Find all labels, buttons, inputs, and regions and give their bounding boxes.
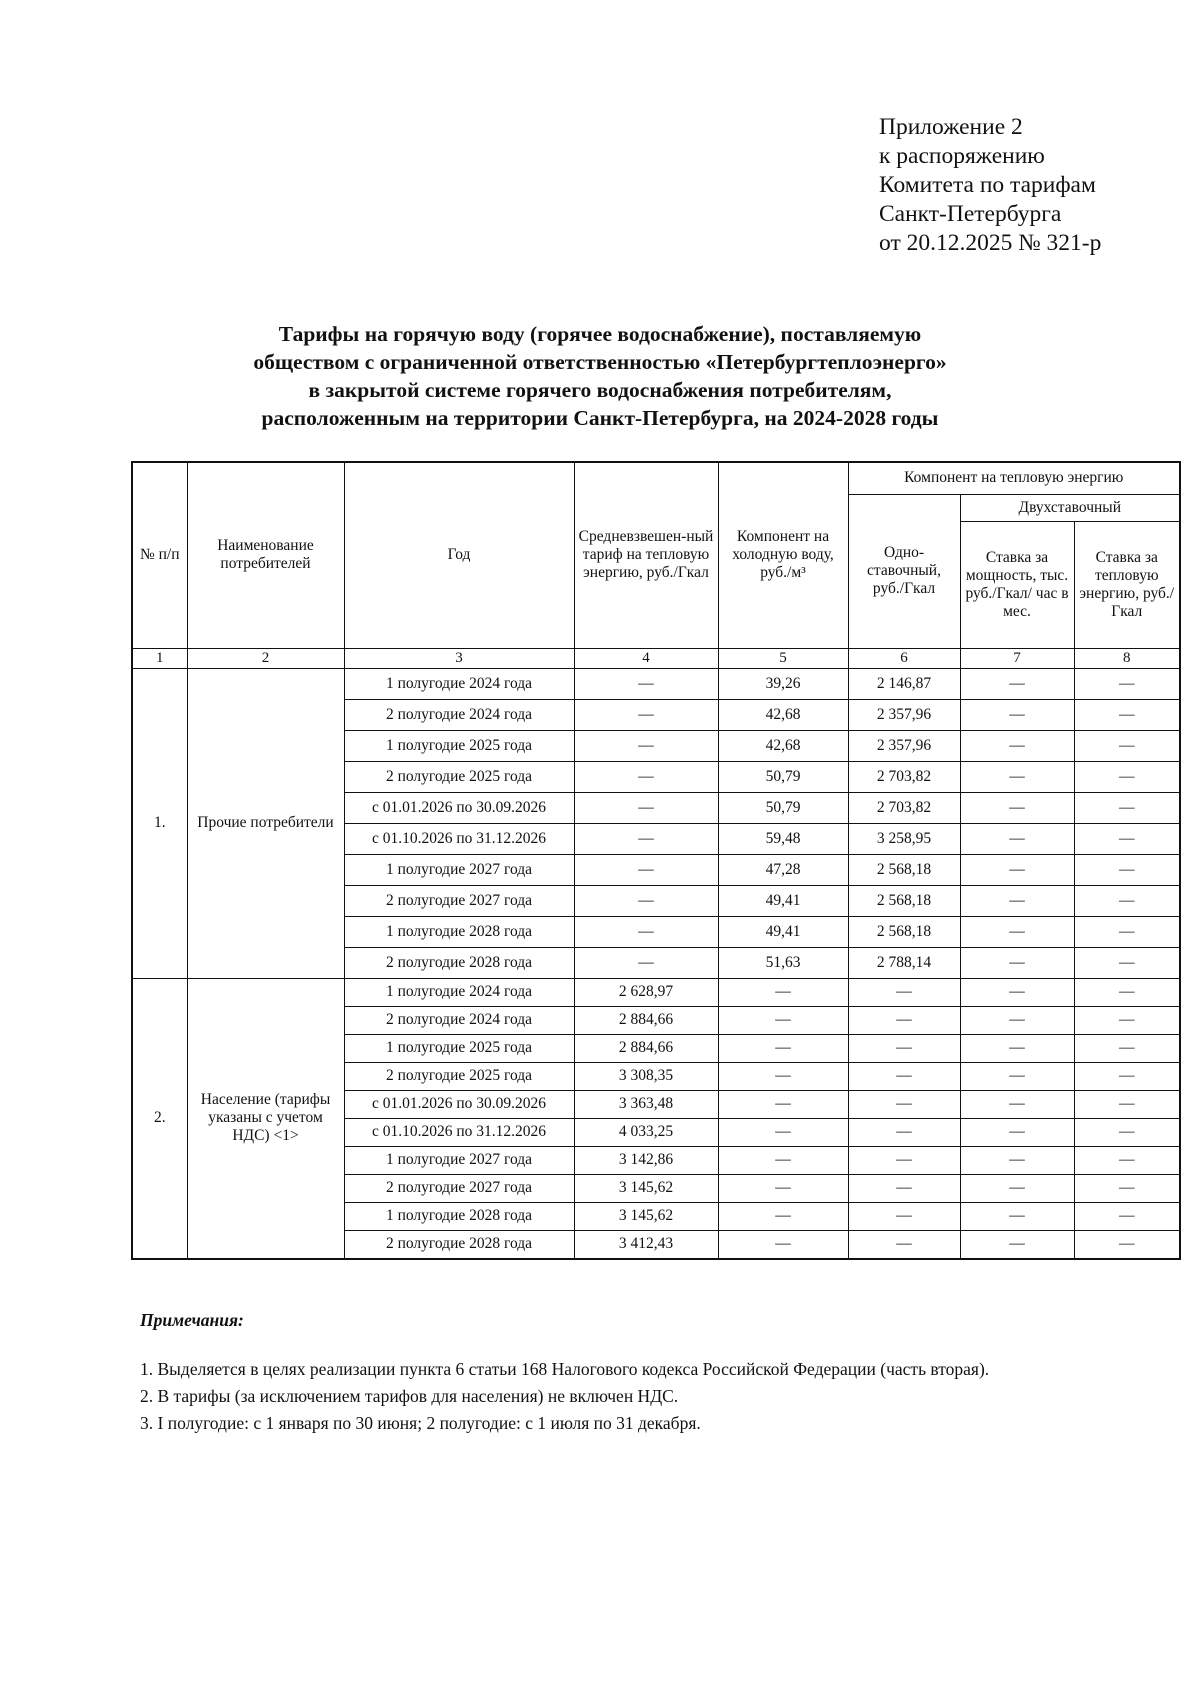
cold-water-cell: —	[718, 1202, 848, 1230]
capacity-rate-cell: —	[960, 699, 1074, 730]
period-cell: 2 полугодие 2028 года	[344, 1230, 574, 1259]
cold-water-cell: —	[718, 978, 848, 1006]
energy-rate-cell: —	[1074, 1174, 1180, 1202]
avg-tariff-cell: 2 884,66	[574, 1006, 718, 1034]
energy-rate-cell: —	[1074, 761, 1180, 792]
capacity-rate-cell: —	[960, 978, 1074, 1006]
period-cell: с 01.01.2026 по 30.09.2026	[344, 792, 574, 823]
cold-water-cell: 50,79	[718, 761, 848, 792]
cold-water-cell: —	[718, 1006, 848, 1034]
period-cell: с 01.10.2026 по 31.12.2026	[344, 823, 574, 854]
group-number: 1.	[132, 668, 187, 978]
energy-rate-cell: —	[1074, 1230, 1180, 1259]
avg-tariff-cell: 3 412,43	[574, 1230, 718, 1259]
energy-rate-cell: —	[1074, 1202, 1180, 1230]
energy-rate-cell: —	[1074, 1090, 1180, 1118]
energy-rate-cell: —	[1074, 854, 1180, 885]
cold-water-cell: 49,41	[718, 885, 848, 916]
column-number: 3	[344, 648, 574, 668]
period-cell: 2 полугодие 2025 года	[344, 1062, 574, 1090]
capacity-rate-cell: —	[960, 1230, 1074, 1259]
cold-water-cell: —	[718, 1118, 848, 1146]
header-avg-tariff: Средневзвешен-ный тариф на тепловую энергию, руб./Гкал	[574, 462, 718, 648]
energy-rate-cell: —	[1074, 885, 1180, 916]
capacity-rate-cell: —	[960, 1090, 1074, 1118]
avg-tariff-cell: 2 884,66	[574, 1034, 718, 1062]
energy-rate-cell: —	[1074, 978, 1180, 1006]
period-cell: 2 полугодие 2025 года	[344, 761, 574, 792]
title-line: в закрытой системе горячего водоснабжения потребителям,	[308, 378, 892, 402]
capacity-rate-cell: —	[960, 1118, 1074, 1146]
period-cell: 2 полугодие 2028 года	[344, 947, 574, 978]
single-rate-cell: 2 568,18	[848, 854, 960, 885]
cold-water-cell: 59,48	[718, 823, 848, 854]
energy-rate-cell: —	[1074, 1146, 1180, 1174]
title-line: обществом с ограниченной ответственностью «Петербургтеплоэнерго»	[253, 350, 947, 374]
group-number: 2.	[132, 978, 187, 1259]
period-cell: 2 полугодие 2027 года	[344, 885, 574, 916]
avg-tariff-cell: 3 308,35	[574, 1062, 718, 1090]
capacity-rate-cell: —	[960, 1174, 1074, 1202]
energy-rate-cell: —	[1074, 1062, 1180, 1090]
capacity-rate-cell: —	[960, 668, 1074, 699]
avg-tariff-cell: —	[574, 668, 718, 699]
capacity-rate-cell: —	[960, 761, 1074, 792]
avg-tariff-cell: —	[574, 823, 718, 854]
cold-water-cell: —	[718, 1090, 848, 1118]
energy-rate-cell: —	[1074, 1034, 1180, 1062]
appendix-line: Приложение 2	[879, 114, 1023, 140]
cold-water-cell: 51,63	[718, 947, 848, 978]
period-cell: 1 полугодие 2025 года	[344, 1034, 574, 1062]
single-rate-cell: —	[848, 1090, 960, 1118]
single-rate-cell: 2 357,96	[848, 730, 960, 761]
title-line: Тарифы на горячую воду (горячее водоснабжение), поставляемую	[278, 322, 922, 346]
avg-tariff-cell: 3 145,62	[574, 1202, 718, 1230]
single-rate-cell: —	[848, 1202, 960, 1230]
avg-tariff-cell: —	[574, 854, 718, 885]
single-rate-cell: 2 146,87	[848, 668, 960, 699]
capacity-rate-cell: —	[960, 823, 1074, 854]
capacity-rate-cell: —	[960, 1202, 1074, 1230]
single-rate-cell: 2 788,14	[848, 947, 960, 978]
period-cell: 1 полугодие 2027 года	[344, 854, 574, 885]
period-cell: 1 полугодие 2027 года	[344, 1146, 574, 1174]
column-number: 5	[718, 648, 848, 668]
energy-rate-cell: —	[1074, 699, 1180, 730]
cold-water-cell: —	[718, 1062, 848, 1090]
avg-tariff-cell: 2 628,97	[574, 978, 718, 1006]
single-rate-cell: 3 258,95	[848, 823, 960, 854]
single-rate-cell: —	[848, 978, 960, 1006]
capacity-rate-cell: —	[960, 885, 1074, 916]
column-number: 7	[960, 648, 1074, 668]
tariff-table-body	[132, 462, 1180, 1259]
table-row	[132, 978, 1180, 1006]
avg-tariff-cell: —	[574, 730, 718, 761]
header-two-rate: Двухставочный	[960, 494, 1180, 521]
title-line: расположенным на территории Санкт-Петербурга, на 2024-2028 годы	[261, 406, 939, 430]
column-number: 6	[848, 648, 960, 668]
cold-water-cell: 50,79	[718, 792, 848, 823]
capacity-rate-cell: —	[960, 730, 1074, 761]
header-capacity-rate: Ставка за мощность, тыс. руб./Гкал/ час в мес.	[960, 521, 1074, 648]
capacity-rate-cell: —	[960, 916, 1074, 947]
note-item: 3. I полугодие: с 1 января по 30 июня; 2 полугодие: с 1 июля по 31 декабря.	[140, 1413, 701, 1433]
single-rate-cell: —	[848, 1174, 960, 1202]
energy-rate-cell: —	[1074, 1118, 1180, 1146]
period-cell: 1 полугодие 2024 года	[344, 978, 574, 1006]
single-rate-cell: —	[848, 1118, 960, 1146]
energy-rate-cell: —	[1074, 947, 1180, 978]
appendix-line: от 20.12.2025 № 321-р	[879, 230, 1102, 256]
capacity-rate-cell: —	[960, 1006, 1074, 1034]
period-cell: с 01.10.2026 по 31.12.2026	[344, 1118, 574, 1146]
column-number: 4	[574, 648, 718, 668]
appendix-line: Санкт-Петербурга	[879, 201, 1062, 227]
consumer-name: Население (тарифы указаны с учетом НДС) <1>	[187, 978, 344, 1259]
single-rate-cell: —	[848, 1230, 960, 1259]
header-single-rate: Одно-ставочный, руб./Гкал	[848, 494, 960, 648]
cold-water-cell: 42,68	[718, 730, 848, 761]
period-cell: 1 полугодие 2028 года	[344, 916, 574, 947]
single-rate-cell: —	[848, 1062, 960, 1090]
cold-water-cell: 47,28	[718, 854, 848, 885]
period-cell: 1 полугодие 2024 года	[344, 668, 574, 699]
note-item: 1. Выделяется в целях реализации пункта 6 статьи 168 Налогового кодекса Российской Федерации (часть вторая).	[140, 1359, 990, 1379]
cold-water-cell: —	[718, 1146, 848, 1174]
single-rate-cell: 2 703,82	[848, 761, 960, 792]
energy-rate-cell: —	[1074, 792, 1180, 823]
notes-heading: Примечания:	[140, 1310, 244, 1330]
single-rate-cell: 2 568,18	[848, 885, 960, 916]
energy-rate-cell: —	[1074, 668, 1180, 699]
avg-tariff-cell: —	[574, 947, 718, 978]
cold-water-cell: —	[718, 1034, 848, 1062]
appendix-block	[879, 113, 1101, 258]
cold-water-cell: —	[718, 1230, 848, 1259]
period-cell: 2 полугодие 2027 года	[344, 1174, 574, 1202]
column-number: 1	[132, 648, 187, 668]
column-number: 8	[1074, 648, 1180, 668]
table-row	[132, 668, 1180, 699]
period-cell: 2 полугодие 2024 года	[344, 1006, 574, 1034]
energy-rate-cell: —	[1074, 916, 1180, 947]
header-year: Год	[344, 462, 574, 648]
avg-tariff-cell: —	[574, 792, 718, 823]
capacity-rate-cell: —	[960, 947, 1074, 978]
energy-rate-cell: —	[1074, 823, 1180, 854]
period-cell: 1 полугодие 2028 года	[344, 1202, 574, 1230]
cold-water-cell: —	[718, 1174, 848, 1202]
single-rate-cell: 2 357,96	[848, 699, 960, 730]
avg-tariff-cell: —	[574, 699, 718, 730]
document-title	[150, 320, 1050, 432]
avg-tariff-cell: —	[574, 761, 718, 792]
note-item: 2. В тарифы (за исключением тарифов для населения) не включен НДС.	[140, 1386, 679, 1406]
capacity-rate-cell: —	[960, 1062, 1074, 1090]
cold-water-cell: 39,26	[718, 668, 848, 699]
column-number: 2	[187, 648, 344, 668]
appendix-line: Комитета по тарифам	[879, 172, 1096, 198]
avg-tariff-cell: —	[574, 885, 718, 916]
header-num: № п/п	[132, 462, 187, 648]
capacity-rate-cell: —	[960, 854, 1074, 885]
tariff-table	[131, 461, 1181, 1260]
period-cell: 2 полугодие 2024 года	[344, 699, 574, 730]
single-rate-cell: —	[848, 1146, 960, 1174]
avg-tariff-cell: 3 145,62	[574, 1174, 718, 1202]
header-heat-component: Компонент на тепловую энергию	[848, 462, 1180, 494]
single-rate-cell: 2 703,82	[848, 792, 960, 823]
appendix-line: к распоряжению	[879, 143, 1045, 169]
energy-rate-cell: —	[1074, 730, 1180, 761]
notes-block	[140, 1307, 989, 1437]
energy-rate-cell: —	[1074, 1006, 1180, 1034]
single-rate-cell: 2 568,18	[848, 916, 960, 947]
single-rate-cell: —	[848, 1034, 960, 1062]
avg-tariff-cell: —	[574, 916, 718, 947]
header-energy-rate: Ставка за тепловую энергию, руб./Гкал	[1074, 521, 1180, 648]
avg-tariff-cell: 4 033,25	[574, 1118, 718, 1146]
cold-water-cell: 49,41	[718, 916, 848, 947]
avg-tariff-cell: 3 363,48	[574, 1090, 718, 1118]
avg-tariff-cell: 3 142,86	[574, 1146, 718, 1174]
capacity-rate-cell: —	[960, 792, 1074, 823]
consumer-name: Прочие потребители	[187, 668, 344, 978]
header-name: Наименование потребителей	[187, 462, 344, 648]
cold-water-cell: 42,68	[718, 699, 848, 730]
header-cold-water: Компонент на холодную воду, руб./м³	[718, 462, 848, 648]
period-cell: 1 полугодие 2025 года	[344, 730, 574, 761]
capacity-rate-cell: —	[960, 1034, 1074, 1062]
capacity-rate-cell: —	[960, 1146, 1074, 1174]
period-cell: с 01.01.2026 по 30.09.2026	[344, 1090, 574, 1118]
single-rate-cell: —	[848, 1006, 960, 1034]
